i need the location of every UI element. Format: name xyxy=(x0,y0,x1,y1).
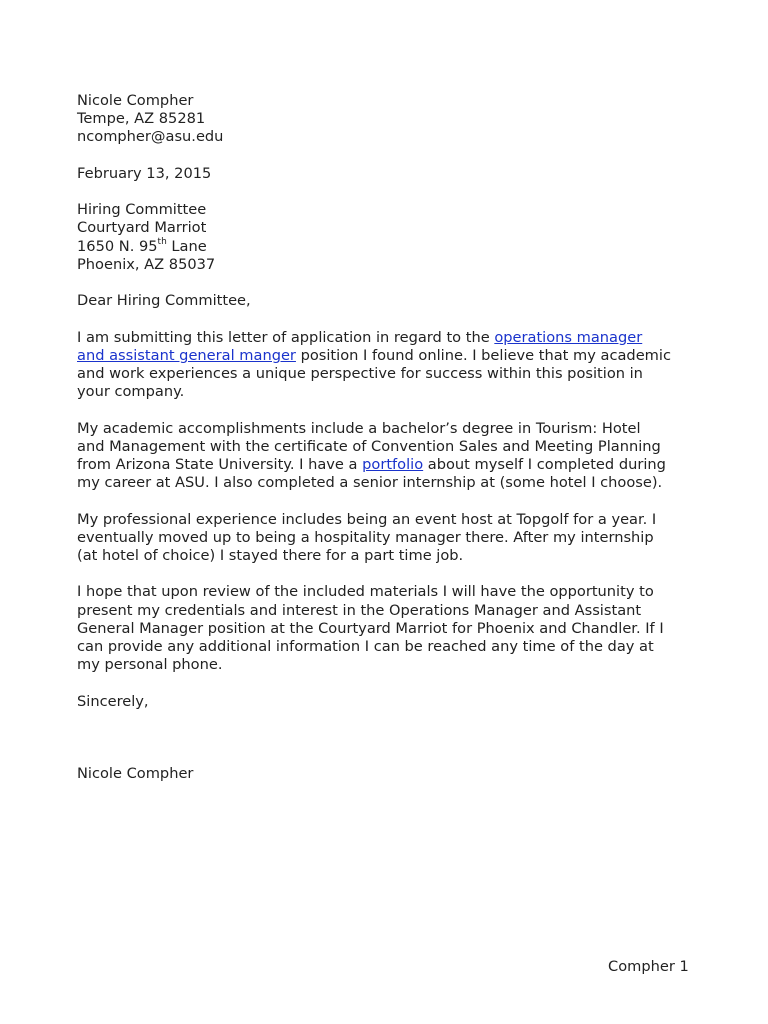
p2-text-4: my career at ASU. I also completed a senior internship at (some hotel I choose). xyxy=(77,474,663,492)
signature-name: Nicole Compher xyxy=(77,765,194,783)
portfolio-link[interactable]: portfolio xyxy=(362,455,424,473)
salutation: Dear Hiring Committee, xyxy=(77,292,251,310)
letter-date: February 13, 2015 xyxy=(77,164,212,182)
p2-text-3a: from Arizona State University. I have a xyxy=(77,455,363,473)
recipient-line1: Hiring Committee xyxy=(77,201,207,219)
sender-city: Tempe, AZ 85281 xyxy=(77,110,206,128)
letter-body xyxy=(77,92,697,784)
p4-text-1: I hope that upon review of the included materials I will have the opportunity to xyxy=(77,583,654,601)
p1-text-4: your company. xyxy=(77,383,185,401)
paragraph-2 xyxy=(77,420,697,493)
p3-text-3: (at hotel of choice) I stayed there for a part time job. xyxy=(77,546,464,564)
p3-text-2: eventually moved up to being a hospitality manager there. After my internship xyxy=(77,528,654,546)
paragraph-4 xyxy=(77,583,697,674)
closing: Sincerely, xyxy=(77,692,149,710)
recipient-city: Phoenix, AZ 85037 xyxy=(77,255,216,273)
p2-text-3b: about myself I completed during xyxy=(423,455,666,473)
p4-text-4: can provide any additional information I can be reached any time of the day at xyxy=(77,637,654,655)
position-link[interactable]: operations manager xyxy=(494,328,643,346)
paragraph-3 xyxy=(77,511,697,566)
street-ordinal: th xyxy=(157,236,167,247)
p4-text-3: General Manager position at the Courtyard Marriot for Phoenix and Chandler. If I xyxy=(77,619,664,637)
position-link-continued[interactable]: and assistant general manger xyxy=(77,346,296,364)
recipient-line2: Courtyard Marriot xyxy=(77,219,207,237)
paragraph-1 xyxy=(77,329,697,402)
p3-text-1: My professional experience includes being an event host at Topgolf for a year. I xyxy=(77,510,657,528)
p2-text-2: and Management with the certificate of Convention Sales and Meeting Planning xyxy=(77,437,661,455)
recipient-block xyxy=(77,201,697,274)
street-rest: Lane xyxy=(166,237,207,255)
page-footer: Compher 1 xyxy=(608,958,689,975)
sender-email: ncompher@asu.edu xyxy=(77,128,224,146)
p4-text-5: my personal phone. xyxy=(77,656,223,674)
p4-text-2: present my credentials and interest in the Operations Manager and Assistant xyxy=(77,601,642,619)
p1-text-3: and work experiences a unique perspective for success within this position in xyxy=(77,364,643,382)
sender-block xyxy=(77,92,697,147)
sender-name: Nicole Compher xyxy=(77,92,194,109)
street-number: 1650 N. 95 xyxy=(77,237,158,255)
p2-text-1: My academic accomplishments include a bachelor’s degree in Tourism: Hotel xyxy=(77,419,641,437)
p1-text-1: I am submitting this letter of application in regard to the xyxy=(77,328,495,346)
recipient-street xyxy=(77,238,697,256)
p1-text-2: position I found online. I believe that my academic xyxy=(295,346,671,364)
